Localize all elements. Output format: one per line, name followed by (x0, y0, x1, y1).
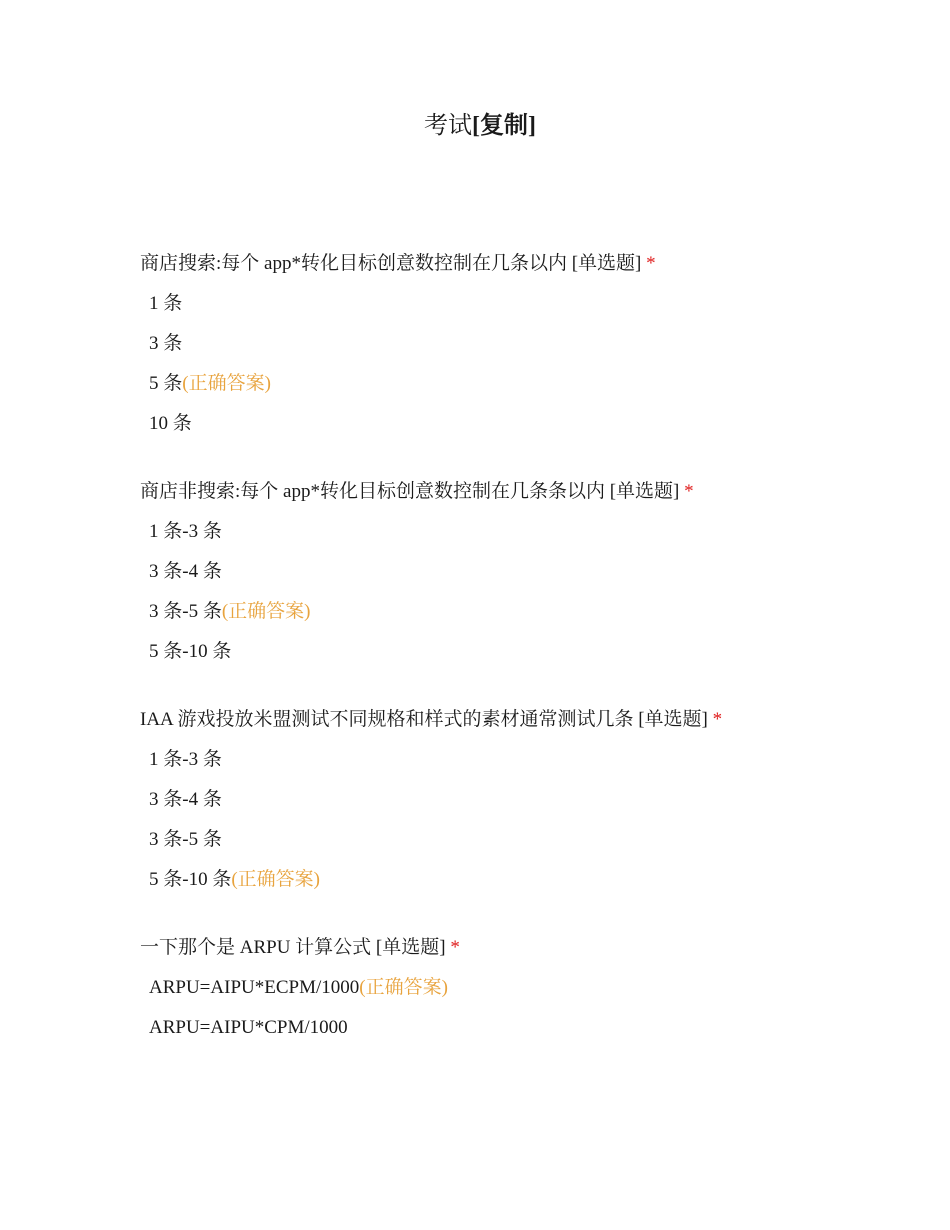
page-title (0, 110, 950, 142)
option-label: ARPU=AIPU*ECPM/1000 (149, 977, 360, 998)
option-label: ARPU=AIPU*CPM/1000 (149, 1017, 348, 1038)
option-4-b (149, 1014, 900, 1042)
page-title-copy-tag: [复制] (472, 113, 536, 139)
question-3 (140, 706, 900, 894)
option-label: 3 条 (149, 333, 183, 354)
page-title-main: 考试 (424, 113, 472, 139)
required-mark: * (712, 709, 723, 730)
question-list (140, 250, 900, 1082)
option-1-d (149, 410, 900, 438)
correct-answer-note: (正确答案) (231, 869, 320, 890)
question-2-label: 商店非搜索:每个 app*转化目标创意数控制在几条条以内 [单选题] (140, 481, 680, 502)
correct-answer-note: (正确答案) (221, 601, 311, 622)
question-1-text (140, 250, 900, 278)
question-2-options (140, 518, 900, 666)
option-3-d (149, 866, 900, 894)
required-mark: * (450, 937, 460, 958)
option-label: 10 条 (149, 413, 192, 434)
correct-answer-note: (正确答案) (359, 977, 448, 998)
question-4 (140, 934, 900, 1042)
question-4-text (140, 934, 900, 962)
question-1-options (140, 290, 900, 438)
question-3-options (140, 746, 900, 894)
question-4-label: 一下那个是 ARPU 计算公式 [单选题] (140, 937, 446, 958)
option-4-a (149, 974, 900, 1002)
correct-answer-note: (正确答案) (182, 373, 271, 394)
question-3-label: IAA 游戏投放米盟测试不同规格和样式的素材通常测试几条 [单选题] (140, 709, 708, 730)
option-1-c (149, 370, 900, 398)
option-label: 5 条 (149, 373, 183, 394)
question-4-options (140, 974, 900, 1042)
option-3-b (149, 786, 900, 814)
option-2-b (149, 558, 900, 586)
question-2 (140, 478, 900, 666)
question-1 (140, 250, 900, 438)
option-label: 3 条-4 条 (149, 561, 222, 582)
option-label: 3 条-4 条 (149, 789, 222, 810)
option-1-b (149, 330, 900, 358)
option-label: 5 条-10 条 (149, 641, 232, 662)
option-3-c (149, 826, 900, 854)
option-1-a (149, 290, 900, 318)
question-1-label: 商店搜索:每个 app*转化目标创意数控制在几条以内 [单选题] (140, 253, 642, 274)
option-label: 1 条-3 条 (149, 749, 222, 770)
option-label: 1 条-3 条 (149, 521, 222, 542)
option-3-a (149, 746, 900, 774)
option-2-d (149, 638, 900, 666)
option-2-a (149, 518, 900, 546)
option-label: 5 条-10 条 (149, 869, 232, 890)
required-mark: * (684, 481, 694, 502)
question-2-text (140, 478, 900, 506)
question-3-text (140, 706, 900, 734)
required-mark: * (646, 253, 656, 274)
option-label: 1 条 (149, 293, 183, 314)
option-label: 3 条-5 条 (149, 601, 222, 622)
option-label: 3 条-5 条 (149, 829, 222, 850)
option-2-c (149, 598, 900, 626)
